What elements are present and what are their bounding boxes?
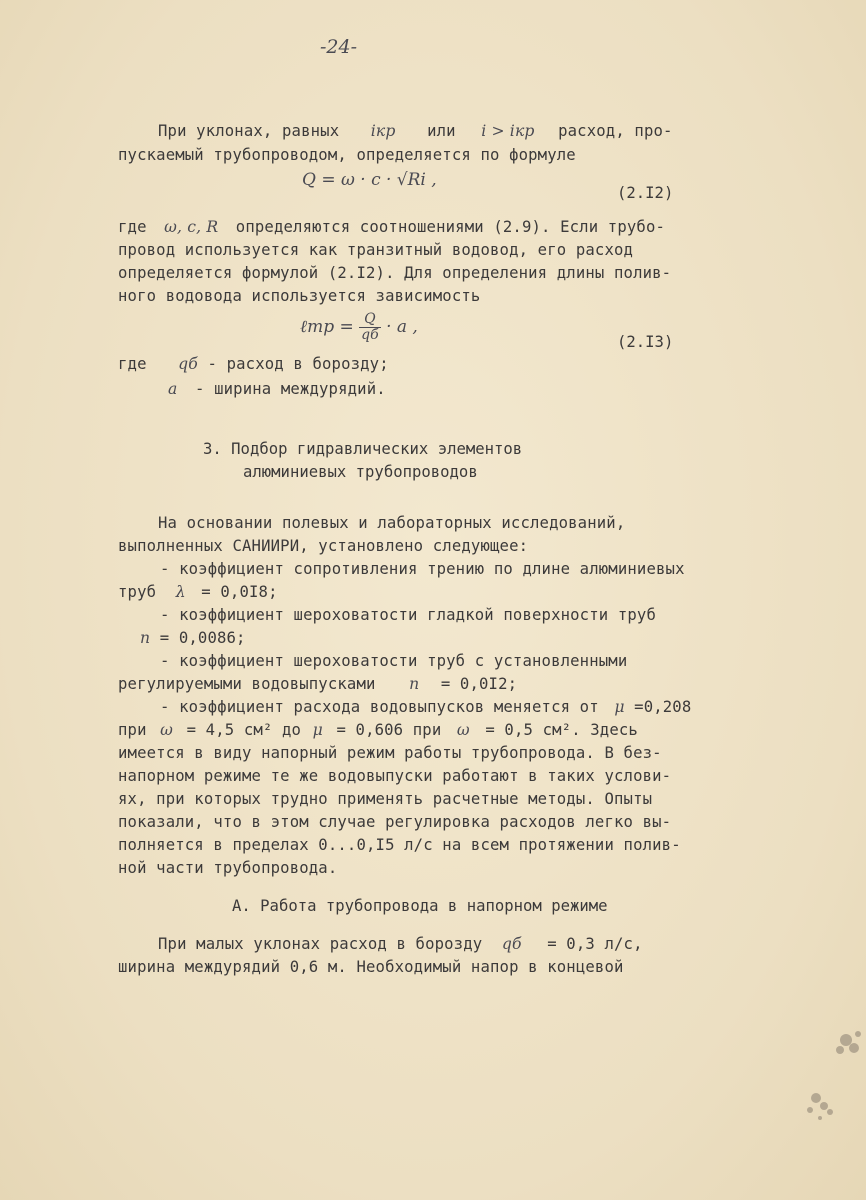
- text-line: провод используется как транзитный водовод, его расход: [118, 241, 634, 259]
- page-number: -24-: [320, 36, 358, 58]
- math-lambda: λ: [175, 583, 186, 601]
- text-line: - коэффициент расхода водовыпусков меняется от μ =0,208: [160, 698, 692, 716]
- text-line: - коэффициент сопротивления трению по длине алюминиевых: [160, 560, 685, 578]
- math-omega: ω: [456, 721, 470, 739]
- equation-number-2-13: (2.I3): [617, 333, 674, 351]
- math-i-kr: iкр: [370, 122, 396, 140]
- text-line: ной части трубопровода.: [118, 859, 338, 877]
- fraction: $\frac{Q}{qб}$: [361, 311, 379, 343]
- math-n: n: [409, 675, 420, 693]
- math-mu: μ: [312, 721, 323, 739]
- formula-2-12: Q = ω · c · √Ri ,: [302, 170, 437, 190]
- text-line: n = 0,0086;: [140, 629, 246, 647]
- paper-stain: [796, 1020, 866, 1140]
- text-line: определяется формулой (2.I2). Для определения длины полив-: [118, 264, 672, 282]
- text-line: ного водовода используется зависимость: [118, 287, 481, 305]
- math-i-gt-kr: i > iкр: [481, 122, 535, 140]
- text-line: выполненных САНИИРИ, установлено следующее:: [118, 537, 529, 555]
- text-line: - коэффициент шероховатости труб с установленными: [160, 652, 628, 670]
- subsection-heading: А. Работа трубопровода в напорном режиме: [232, 897, 608, 915]
- text-line: имеется в виду напорный режим работы трубопровода. В без-: [118, 744, 662, 762]
- text-line: a - ширина междурядий.: [168, 380, 386, 398]
- math-omega-c-r: ω, c, R: [164, 218, 219, 236]
- math-mu: μ: [614, 698, 625, 716]
- section-heading: алюминиевых трубопроводов: [243, 463, 478, 481]
- equation-number-2-12: (2.I2): [617, 184, 674, 202]
- text-line: При малых уклонах расход в борозду qб = 0,3 л/с,: [158, 935, 643, 953]
- math-qb: qб: [178, 355, 198, 373]
- text-line: напорном режиме те же водовыпуски работают в таких услови-: [118, 767, 672, 785]
- text-line: - коэффициент шероховатости гладкой поверхности труб: [160, 606, 656, 624]
- text-line: показали, что в этом случае регулировка расходов легко вы-: [118, 813, 672, 831]
- text-line: При уклонах, равных iкр или i > iкр расход, про-: [158, 122, 673, 140]
- text-line: На основании полевых и лабораторных исследований,: [158, 514, 626, 532]
- text-line: где qб - расход в борозду;: [118, 355, 389, 373]
- math-a: a: [168, 380, 178, 398]
- text-line: при ω = 4,5 см² до μ = 0,606 при ω = 0,5 см². Здесь: [118, 721, 638, 739]
- text-line: регулируемыми водовыпусками n = 0,0I2;: [118, 675, 518, 693]
- text-line: пускаемый трубопроводом, определяется по формуле: [118, 146, 576, 164]
- text-line: где ω, c, R определяются соотношениями (2.9). Если трубо-: [118, 218, 666, 236]
- section-heading: 3. Подбор гидравлических элементов: [203, 440, 523, 458]
- text-line: труб λ = 0,0I8;: [118, 583, 278, 601]
- math-omega: ω: [160, 721, 174, 739]
- text-line: ширина междурядий 0,6 м. Необходимый напор в концевой: [118, 958, 624, 976]
- text-line: полняется в пределах 0...0,I5 л/с на всем протяжении полив-: [118, 836, 681, 854]
- math-qb: qб: [501, 935, 522, 953]
- formula-2-13: ℓтр = $\frac{Q}{qб}$ · a ,: [300, 311, 418, 343]
- math-n: n: [140, 629, 151, 647]
- text-line: ях, при которых трудно применять расчетные методы. Опыты: [118, 790, 653, 808]
